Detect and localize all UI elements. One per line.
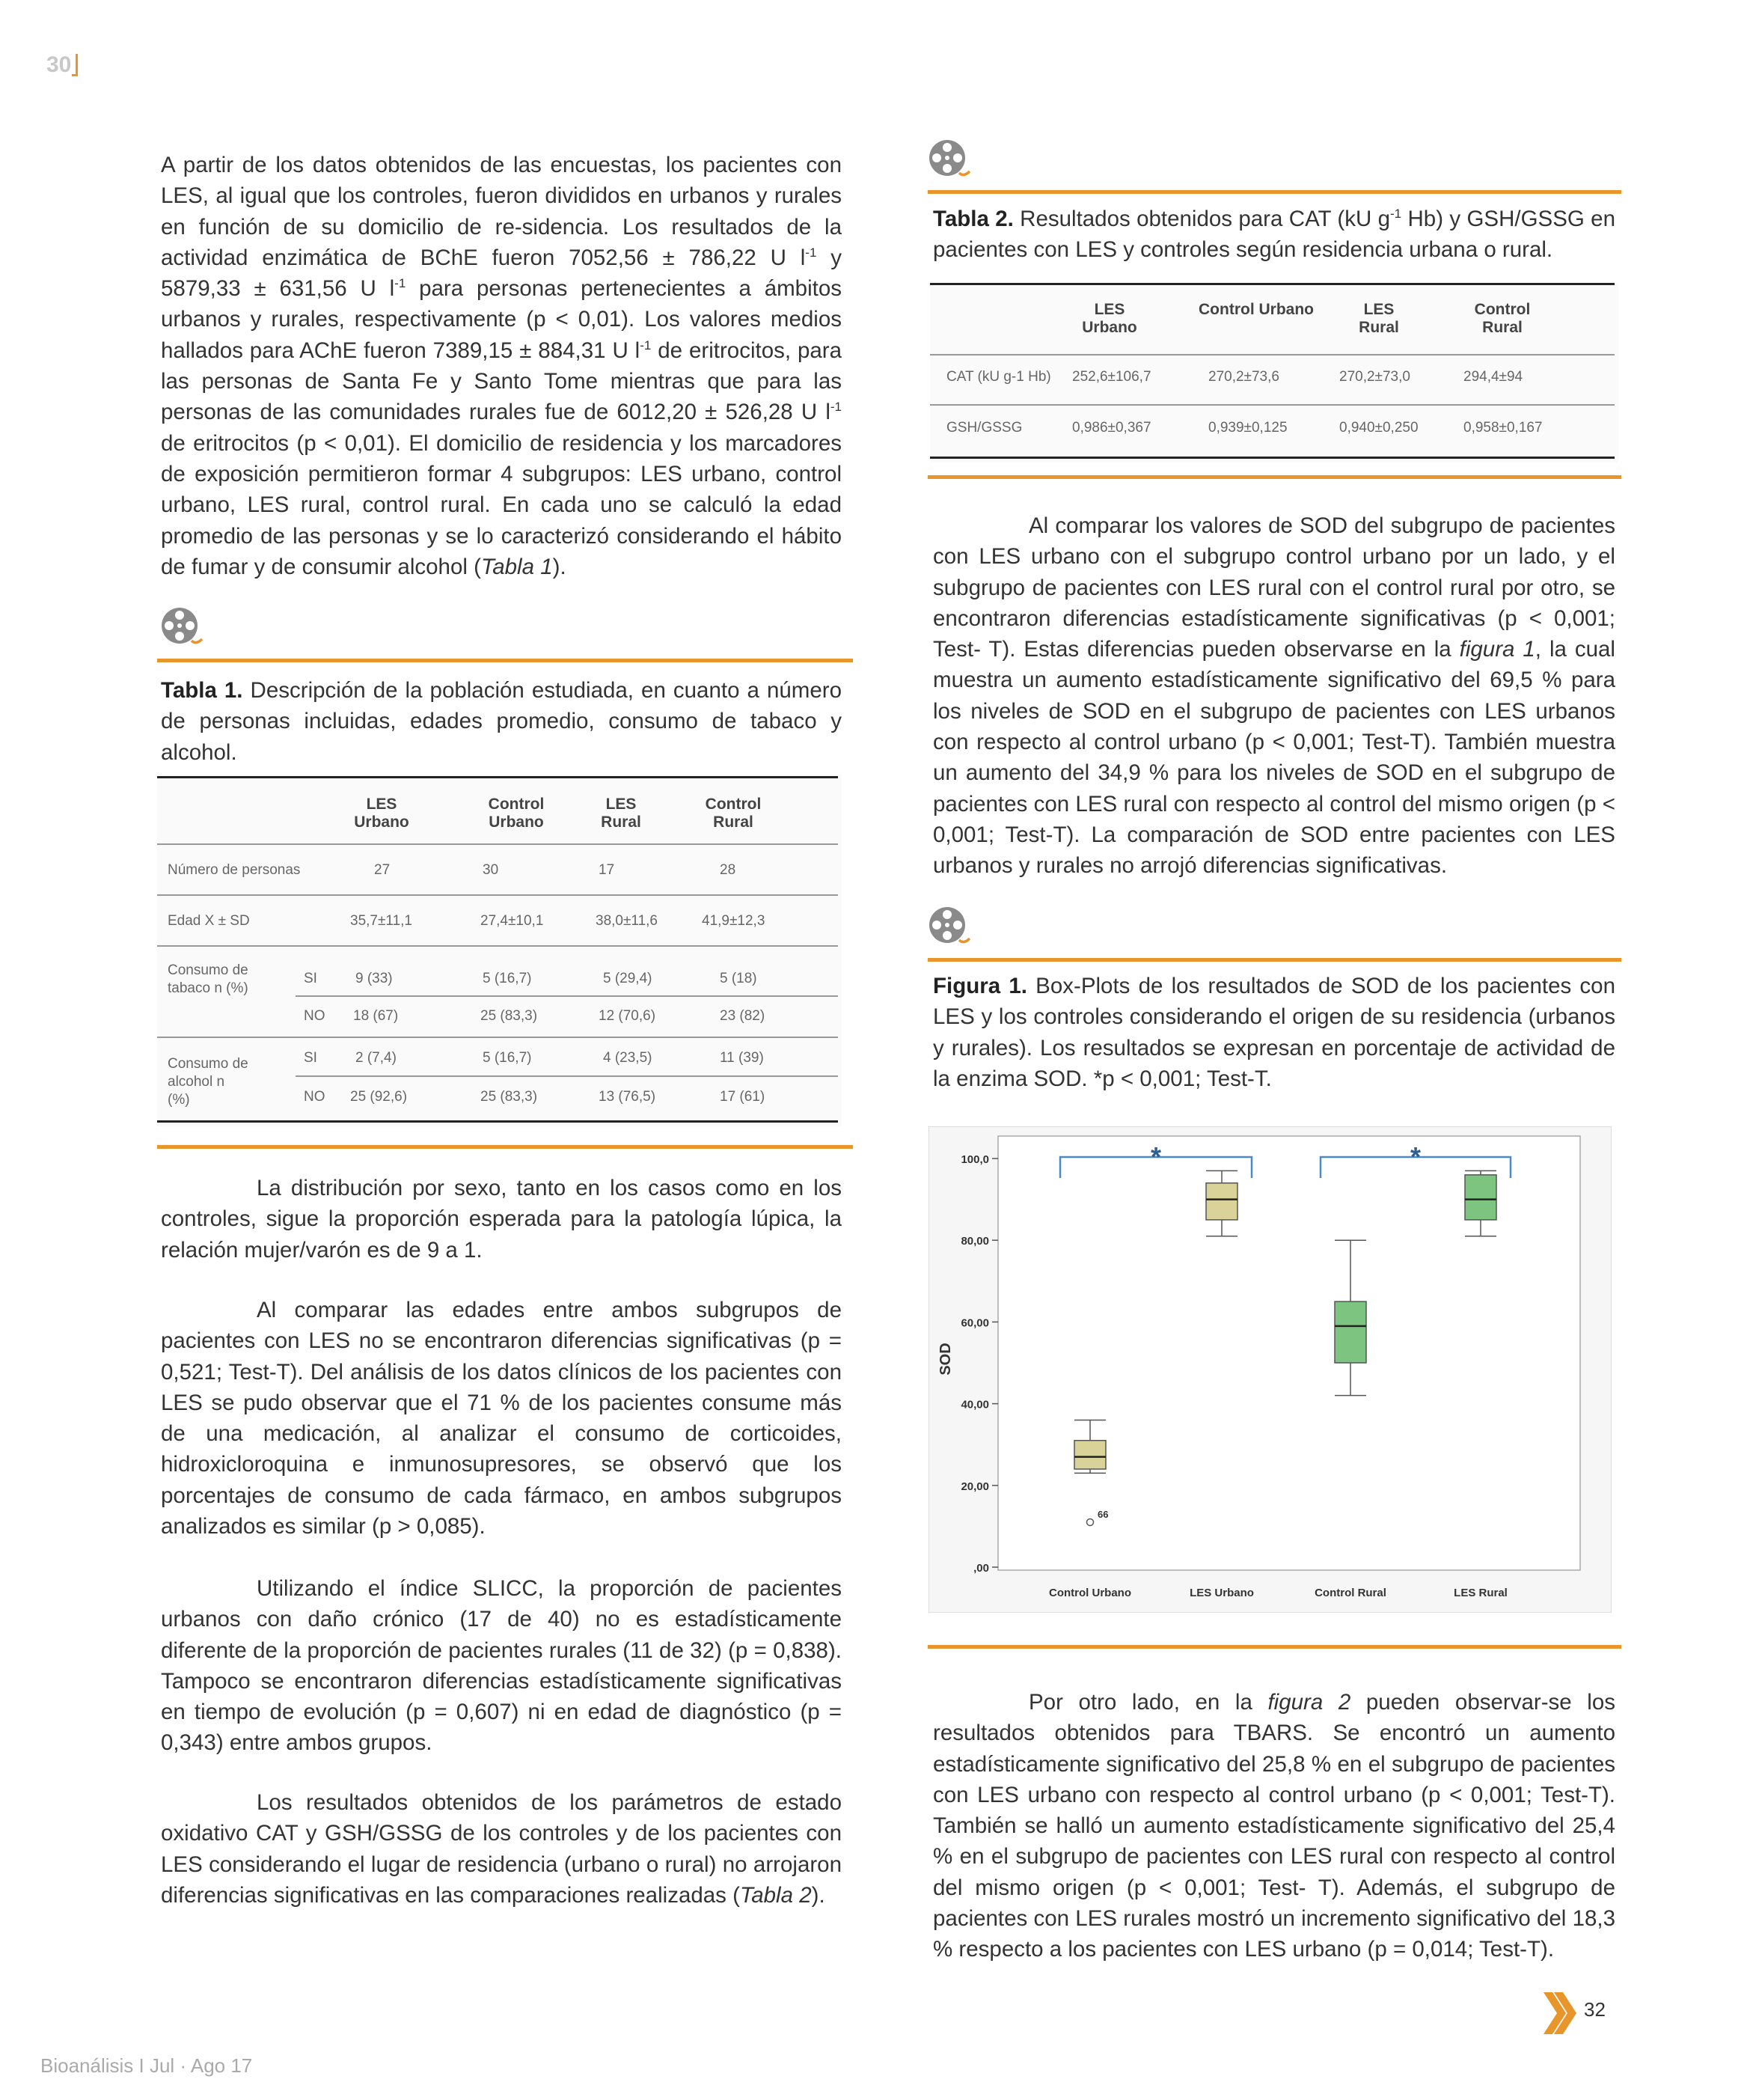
orange-divider	[928, 190, 1621, 194]
tabla1-row-label: Número de personas	[168, 862, 301, 878]
film-reel-icon	[926, 904, 973, 950]
tabla1-si: SI	[304, 1050, 317, 1066]
orange-divider	[157, 659, 853, 662]
tabla1-cell: 17	[599, 862, 615, 878]
significance-star: *	[1150, 1141, 1162, 1172]
tabla1-no: NO	[304, 1089, 325, 1105]
tabla1-cell: 12 (70,6)	[599, 1008, 656, 1024]
tabla1-cell: 18 (67)	[353, 1008, 399, 1024]
page-number-mark	[72, 54, 78, 76]
tabla1-row-label: Edad X ± SD	[168, 913, 250, 929]
tabla2-header-les-rural: LES Rural	[1359, 301, 1399, 336]
tabla1-si: SI	[304, 971, 317, 986]
y-tick-label: 100,0	[961, 1153, 989, 1166]
tabla1-cell: 30	[483, 862, 499, 878]
tabla2-header-control-rural: Control Rural	[1474, 301, 1531, 336]
tabla1-no: NO	[304, 1008, 325, 1024]
y-tick-label: 40,00	[961, 1398, 989, 1411]
y-tick-label: 20,00	[961, 1480, 989, 1493]
significance-star: *	[1410, 1141, 1422, 1172]
tabla2-caption: Tabla 2. Resultados obtenidos para CAT (kU $g^{-1}$ Hb) y GSH/GSSG en pacientes con LES y controles según residencia urbana o rural.	[933, 207, 1615, 263]
tabla1-cell: 38,0±11,6	[596, 913, 658, 929]
tabla2-header-control-urbano: Control Urbano	[1199, 301, 1314, 318]
tabla1-cell: 4 (23,5)	[603, 1050, 652, 1066]
tabla1-alcohol-label: Consumo de alcohol n (%)	[168, 1056, 248, 1108]
tabla1-cell: 35,7±11,1	[350, 913, 412, 929]
y-axis-label: SOD	[937, 1343, 954, 1376]
tabla2-cell: 252,6±106,7	[1072, 369, 1151, 385]
tabla1-cell: 5 (16,7)	[483, 1050, 532, 1066]
tabla2-cell: 0,940±0,250	[1339, 420, 1419, 436]
tabla1-header-control-urbano: Control Urbano	[488, 796, 545, 831]
tabla1-cell: 13 (76,5)	[599, 1089, 656, 1105]
next-arrow-icon[interactable]	[1544, 1992, 1576, 2034]
footer-journal: Bioanálisis I Jul · Ago 17	[40, 2054, 253, 2077]
tabla2-cell: 270,2±73,0	[1339, 369, 1410, 385]
tabla1-cell: 23 (82)	[720, 1008, 765, 1024]
paragraph-3: Al comparar las edades entre ambos subgrupos de pacientes con LES no se encontraron diferencias significativas (p = 0,521; Test-T). Del análisis de los datos clínicos de los pacientes con LES se pudo observar que el 71 % de los pacientes consume más de una medicación, al analizar el consumo de corticoides, hidroxicloroquina e inmunosupresores, se observó que los porcentajes de consumo de cada fármaco, en ambos subgrupos analizados es similar (p > 0,085).	[161, 1298, 842, 1539]
paragraph-5: Los resultados obtenidos de los parámetros de estado oxidativo CAT y GSH/GSSG de los controles y de los pacientes con LES considerando el lugar de residencia (urbano o rural) no arrojaron diferencias significativas en las comparaciones realizadas (Tabla 2).	[161, 1790, 842, 1908]
tabla1-cell: 17 (61)	[720, 1089, 765, 1105]
page-number: 30	[46, 52, 72, 77]
film-reel-icon	[926, 137, 973, 183]
orange-divider	[928, 958, 1621, 962]
footer-page-number: 32	[1584, 1998, 1606, 2021]
tabla1-cell: 25 (92,6)	[350, 1089, 408, 1105]
y-tick-label: 80,00	[961, 1235, 989, 1248]
tabla1-cell: 28	[720, 862, 736, 878]
tabla2-row-label: GSH/GSSG	[946, 420, 1023, 436]
tabla2-cell: 0,939±0,125	[1208, 420, 1288, 436]
film-reel-icon	[159, 605, 205, 651]
tabla1-cell: 5 (29,4)	[603, 971, 652, 986]
box	[1074, 1441, 1106, 1469]
tabla1-cell: 5 (18)	[720, 971, 757, 986]
tabla1-cell: 27,4±10,1	[480, 913, 544, 929]
tabla1-cell: 41,9±12,3	[702, 913, 765, 929]
box	[1465, 1175, 1496, 1220]
paragraph-6: Al comparar los valores de SOD del subgrupo de pacientes con LES urbano con el subgrupo control urbano por un lado, y el subgrupo de pacientes con LES rural con el control rural por otro, se encontraron diferencias estadísticamente significativas (p < 0,001; Test- T). Estas diferencias pueden observarse en la figura 1, la cual muestra un aumento estadísticamente significativo del 69,5 % para los niveles de SOD en el subgrupo de pacientes con LES urbanos con respecto al control urbano (p < 0,001; Test-T). También muestra un aumento del 34,9 % para los niveles de SOD en el subgrupo de pacientes con LES rural con respecto al control del mismo origen (p < 0,001; Test-T). La comparación de SOD entre pacientes con LES urbanos y rurales no arrojó diferencias significativas.	[933, 513, 1615, 879]
tabla1-cell: 9 (33)	[355, 971, 393, 986]
box	[1206, 1183, 1237, 1220]
paragraph-2: La distribución por sexo, tanto en los casos como en los controles, sigue la proporción esperada para la patología lúpica, la relación mujer/varón es de 9 a 1.	[161, 1176, 842, 1263]
tabla2-cell: 270,2±73,6	[1208, 369, 1279, 385]
tabla2	[930, 283, 1618, 463]
tabla1-header-les-rural: LES Rural	[601, 796, 641, 831]
x-tick-label: Control Urbano	[1049, 1587, 1131, 1599]
y-tick-label: ,00	[973, 1562, 989, 1575]
tabla1-caption: Tabla 1. Descripción de la población estudiada, en cuanto a número de personas incluidas, edades promedio, consumo de tabaco y alcohol.	[161, 678, 842, 765]
orange-divider	[157, 1145, 853, 1149]
tabla1-cell: 25 (83,3)	[480, 1089, 538, 1105]
orange-divider	[928, 475, 1621, 479]
outlier-point	[1087, 1518, 1094, 1525]
tabla1-cell: 25 (83,3)	[480, 1008, 538, 1024]
paragraph-4: Utilizando el índice SLICC, la proporción de pacientes urbanos con daño crónico (17 de 40) no es estadísticamente diferente de la proporción de pacientes rurales (11 de 32) (p = 0,838). Tampoco se encontraron diferencias estadísticamente significativas en tiempo de evolución (p = 0,607) ni en edad de diagnóstico (p = 0,343) entre ambos grupos.	[161, 1576, 842, 1756]
tabla1-cell: 27	[374, 862, 391, 878]
x-tick-label: Control Rural	[1315, 1587, 1386, 1599]
figura1-chart	[928, 1126, 1612, 1613]
tabla2-cell: 0,986±0,367	[1072, 420, 1151, 436]
tabla1-header-control-rural: Control Rural	[705, 796, 762, 831]
tabla2-cell: 294,4±94	[1463, 369, 1523, 385]
y-tick-label: 60,00	[961, 1316, 989, 1330]
orange-divider	[928, 1645, 1621, 1649]
figura1-caption: Figura 1. Box-Plots de los resultados de SOD de los pacientes con LES y los controles considerando el origen de su residencia (urbanos y rurales). Los resultados se expresan en porcentaje de actividad de la enzima SOD. *p < 0,001; Test-T.	[933, 974, 1615, 1091]
tabla2-header-les-urbano: LES Urbano	[1082, 301, 1137, 336]
box	[1335, 1301, 1366, 1363]
tabla1-tabaco-label: Consumo de tabaco n (%)	[168, 962, 248, 996]
tabla1-cell: 5 (16,7)	[483, 971, 532, 986]
tabla2-row-label: CAT (kU g-1 Hb)	[946, 369, 1051, 385]
tabla1-header-les-urbano: LES Urbano	[354, 796, 409, 831]
tabla1-cell: 11 (39)	[720, 1050, 764, 1066]
x-tick-label: LES Urbano	[1190, 1587, 1254, 1599]
paragraph-7: Por otro lado, en la figura 2 pueden observar-se los resultados obtenidos para TBARS. Se encontró un aumento estadísticamente significativo del 25,8 % en el subgrupo de pacientes con LES urbano con respecto al control urbano (p < 0,001; Test-T). También se halló un aumento estadísticamente significativo del 25,4 % en el subgrupo de pacientes con LES rural con respecto al control del mismo origen (p < 0,001; Test- T). Además, el subgrupo de pacientes con LES rurales mostró un incremento significativo del 18,3 % respecto a los pacientes con LES urbano (p = 0,014; Test-T).	[933, 1690, 1615, 1962]
paragraph-1: A partir de los datos obtenidos de las encuestas, los pacientes con LES, al igual que los controles, fueron divididos en urbanos y rurales en función de su domicilio de re-sidencia. Los resultados de la actividad enzimática de BChE fueron 7052,56 ± 786,22 U $l^{-1}$ y 5879,33 ± 631,56 U $l^{-1}$ para personas pertenecientes a ámbitos urbanos y rurales, respectivamente (p < 0,01). Los valores medios hallados para AChE fueron 7389,15 ± 884,31 U $l^{-1}$ de eritrocitos, para las personas de Santa Fe y Santo Tome mientras que para las personas de las comunidades rurales fue de 6012,20 ± 526,28 U $l^{-1}$ de eritrocitos (p < 0,01). El domicilio de residencia y los marcadores de exposición permitieron formar 4 subgrupos: LES urbano, control urbano, LES rural, control rural. En cada uno se calculó la edad promedio de las personas y se lo caracterizó considerando el hábito de fumar y de consumir alcohol (Tabla 1).	[161, 153, 842, 579]
tabla1	[157, 775, 842, 1126]
tabla2-cell: 0,958±0,167	[1463, 420, 1543, 436]
tabla1-cell: 2 (7,4)	[355, 1050, 397, 1066]
boxplot-svg	[929, 1127, 1612, 1614]
x-tick-label: LES Rural	[1454, 1587, 1508, 1599]
outlier-label: 66	[1098, 1508, 1109, 1520]
